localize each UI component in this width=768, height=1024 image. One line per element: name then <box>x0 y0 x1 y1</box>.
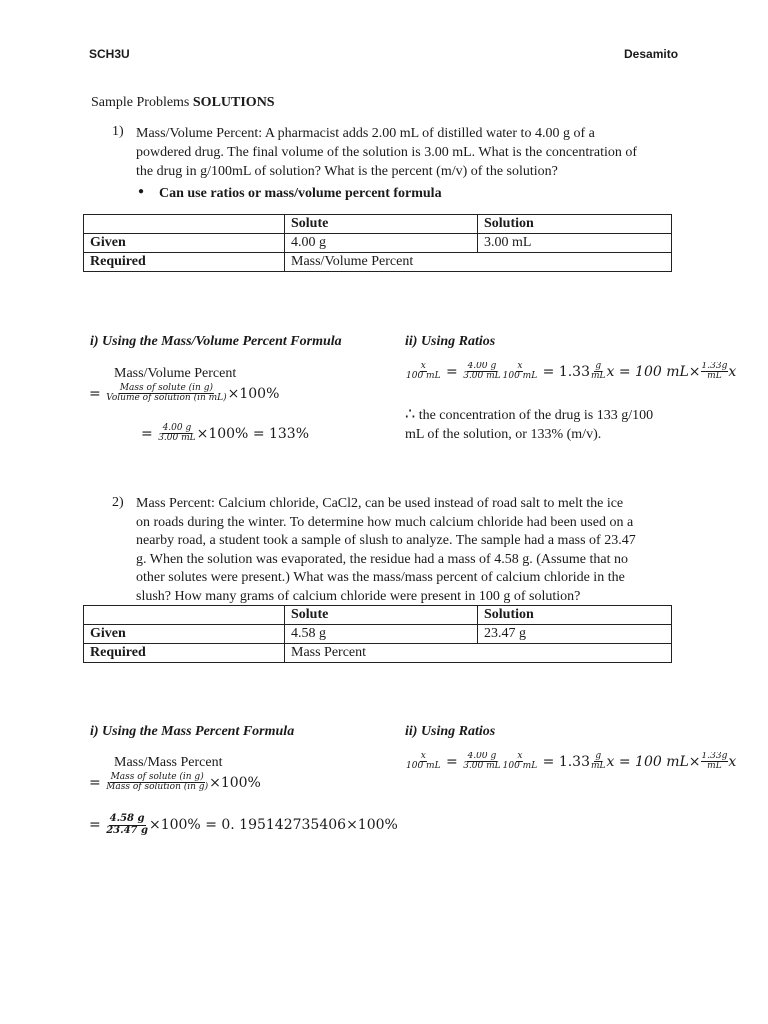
q1-line: Mass/Volume Percent: A pharmacist adds 2.00 mL of distilled water to 4.00 g of a <box>136 126 595 141</box>
q2-calculation: = $\frac{4.58 g}{23.47 g}$ ×100% = 0. 195142735406×100% <box>89 813 398 836</box>
formula-times: ×100% <box>227 385 280 402</box>
q2-text <box>136 495 681 606</box>
table-row <box>84 234 672 253</box>
q2-line: Mass Percent: Calcium chloride, CaCl2, can be used instead of road salt to melt the ice <box>136 496 624 511</box>
ratio-4g: 4.00 g <box>467 362 497 371</box>
q2-line: on roads during the winter. To determine how much calcium chloride had been used on a <box>136 514 634 530</box>
table-cell <box>84 606 285 625</box>
q2-ratio-equation: $\frac{x}{100 mL}$ = $\frac{4.00 g}{3.00 mL}$ $\frac{x}{100 mL}$ = 1.33 $\frac{g}{mL}$ x = 100 mL× $\frac{1.33g}{mL}$ x <box>406 752 737 772</box>
table-row <box>84 644 672 663</box>
page-title <box>91 94 275 113</box>
ratio-end: x <box>728 363 737 380</box>
therefore-icon: ∴ <box>405 404 416 423</box>
calc-denominator: 3.00 mL <box>158 433 196 444</box>
unit-ml: mL <box>707 371 722 382</box>
table-header-solute: Solute <box>285 606 478 625</box>
calc-numerator: 4.58 g <box>109 813 145 824</box>
q1-number: 1) <box>112 124 124 139</box>
q1-method1-title: i) Using the Mass/Volume Percent Formula <box>90 334 342 349</box>
author-name: Desamito <box>624 47 679 61</box>
q2-line: slush? How many grams of calcium chloride were present in 100 g of solution? <box>136 588 581 604</box>
q1-formula: = $\frac{\text{Mass of solute (in g)}}{\text{Volume of solution (in mL)}}$ ×100% <box>89 383 280 404</box>
conclusion-line: mL of the solution, or 133% (m/v). <box>405 427 602 442</box>
table-cell: 23.47 g <box>478 625 672 644</box>
q1-given-table <box>83 214 672 272</box>
conclusion-line: the concentration of the drug is 133 g/100 <box>415 408 654 423</box>
q1-formula-label: Mass/Volume Percent <box>114 366 237 381</box>
ratio-3ml: 3.00 mL <box>463 761 501 772</box>
q1-line: powdered drug. The final volume of the solution is 3.00 mL. What is the concentration of <box>136 145 638 160</box>
ratio-x: x <box>517 362 523 371</box>
q1-ratio-equation: $\frac{x}{100 mL}$ = $\frac{4.00 g}{3.00 mL}$ $\frac{x}{100 mL}$ = 1.33 $\frac{g}{mL}$ x = 100 mL× $\frac{1.33g}{mL}$ x <box>406 362 737 382</box>
ratio-100ml: 100 mL <box>502 761 538 772</box>
ratio-x: x <box>517 752 523 761</box>
ratio-mid: = 1.33 <box>542 753 590 770</box>
table-cell: 4.00 g <box>285 234 478 253</box>
table-cell: Mass/Volume Percent <box>285 253 672 272</box>
ratio-4g: 4.00 g <box>467 752 497 761</box>
title-main: SOLUTIONS <box>192 95 275 110</box>
table-cell <box>84 215 285 234</box>
q2-number: 2) <box>112 495 124 510</box>
table-header-solute: Solute <box>285 215 478 234</box>
table-cell: 3.00 mL <box>478 234 672 253</box>
calc-result: ×100% = 0. 195142735406×100% <box>148 817 398 833</box>
bullet-icon: ● <box>138 186 145 197</box>
formula-numerator: Mass of solute (in g) <box>119 383 213 393</box>
q2-method2-title: ii) Using Ratios <box>405 724 496 739</box>
table-cell: 4.58 g <box>285 625 478 644</box>
q1-bullet-text: Can use ratios or mass/volume percent formula <box>159 186 442 201</box>
q2-given-table <box>83 605 672 663</box>
q2-line: other solutes were present.) What was the mass/mass percent of calcium chloride in the <box>136 570 625 585</box>
q1-calculation: = $\frac{4.00 g}{3.00 mL}$ ×100% = 133% <box>141 423 310 444</box>
q2-formula-label: Mass/Mass Percent <box>114 755 223 770</box>
table-cell: Mass Percent <box>285 644 672 663</box>
unit-ml: mL <box>591 761 606 772</box>
formula-denominator: Mass of solution (in g) <box>106 782 209 793</box>
table-row <box>84 215 672 234</box>
title-prefix: Sample Problems <box>91 95 193 110</box>
q1-text <box>136 124 681 181</box>
course-code: SCH3U <box>89 47 130 61</box>
table-row <box>84 253 672 272</box>
table-row <box>84 625 672 644</box>
q2-line: nearby road, a student took a sample of slush to analyze. The sample had a mass of 23.47 <box>136 533 636 548</box>
unit-ml: mL <box>707 761 722 772</box>
table-row-label: Required <box>84 253 285 272</box>
q1-line: the drug in g/100mL of solution? What is the percent (m/v) of the solution? <box>136 164 558 179</box>
formula-denominator: Volume of solution (in mL) <box>106 393 227 404</box>
ratio-mid: = 1.33 <box>542 363 590 380</box>
q1-conclusion <box>405 404 695 444</box>
table-header-solution: Solution <box>478 215 672 234</box>
calc-numerator: 4.00 g <box>162 423 192 433</box>
table-header-solution: Solution <box>478 606 672 625</box>
q2-method1-title: i) Using the Mass Percent Formula <box>90 724 295 739</box>
ratio-3ml: 3.00 mL <box>463 371 501 382</box>
ratio-133g: 1.33g <box>701 362 728 371</box>
q2-line: g. When the solution was evaporated, the residue had a mass of 4.58 g. (Assume that no <box>136 551 628 567</box>
ratio-100ml: 100 mL <box>406 761 441 772</box>
ratio-x: x <box>420 752 426 761</box>
ratio-133g: 1.33g <box>701 752 728 761</box>
calc-result: ×100% = 133% <box>196 425 310 442</box>
table-row-label: Required <box>84 644 285 663</box>
unit-g: g <box>595 752 602 761</box>
ratio-tail: x = 100 mL× <box>606 753 701 770</box>
ratio-100ml: 100 mL <box>406 371 441 382</box>
table-row <box>84 606 672 625</box>
q2-formula: = $\frac{\text{Mass of solute (in g)}}{\text{Mass of solution (in g)}}$ ×100% <box>89 772 261 793</box>
unit-ml: mL <box>591 371 606 382</box>
calc-denominator: 23.47 g <box>106 824 148 836</box>
ratio-100ml: 100 mL <box>502 371 538 382</box>
table-row-label: Given <box>84 234 285 253</box>
unit-g: g <box>595 362 602 371</box>
formula-times: ×100% <box>209 774 261 791</box>
ratio-x: x <box>420 362 426 371</box>
ratio-end: x <box>728 753 737 770</box>
ratio-tail: x = 100 mL× <box>606 363 701 380</box>
table-row-label: Given <box>84 625 285 644</box>
formula-numerator: Mass of solute (in g) <box>110 772 204 782</box>
q1-method2-title: ii) Using Ratios <box>405 334 496 349</box>
